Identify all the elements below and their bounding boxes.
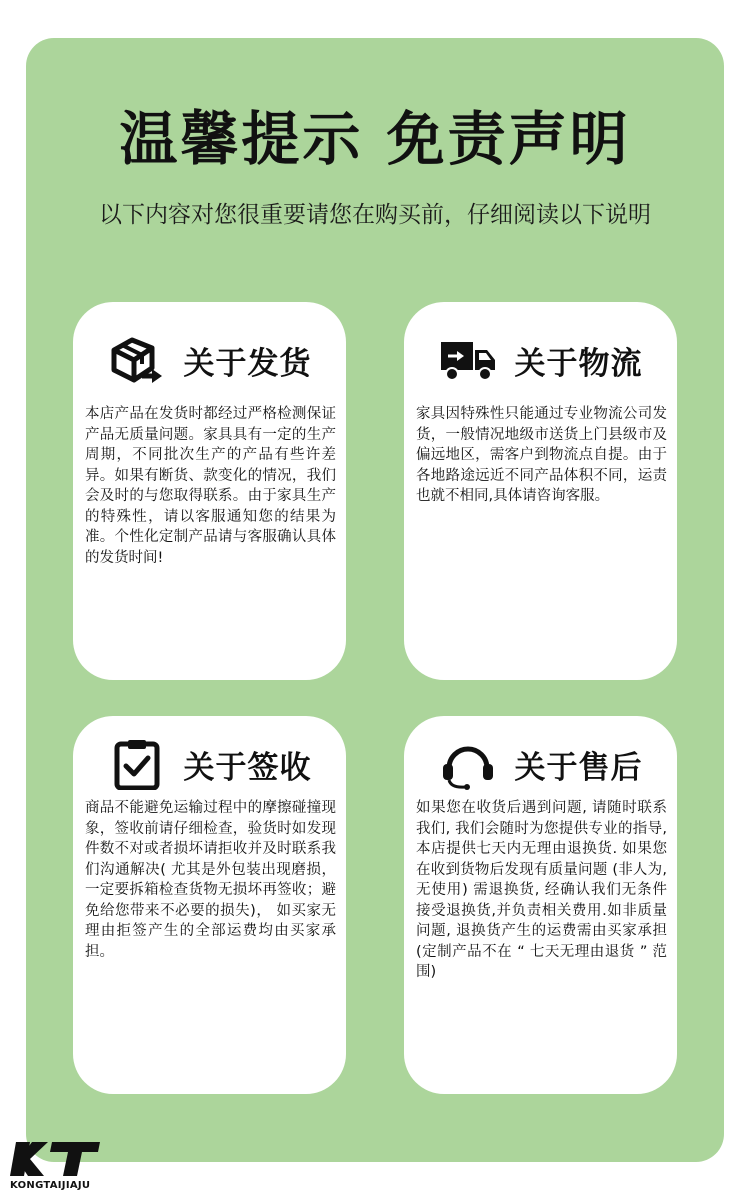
page-subtitle: 以下内容对您很重要请您在购买前，仔细阅读以下说明 <box>99 202 651 228</box>
card-title: 关于发货 <box>183 345 312 382</box>
kt-logo-mark <box>10 1138 100 1180</box>
brand-name: KONGTAIJIAJU <box>10 1180 91 1191</box>
delivery-truck-icon <box>439 334 497 386</box>
card-aftersale <box>404 716 677 1094</box>
headset-icon <box>439 738 497 790</box>
card-header <box>73 332 346 388</box>
page-title: 温馨提示 免责声明 <box>119 105 631 173</box>
card-title: 关于物流 <box>514 345 643 382</box>
card-body-text: 商品不能避免运输过程中的摩擦碰撞现象，签收前请仔细检查，验货时如发现件数不对或者损坏请拒收并及时联系我们沟通解决( 尤其是外包装出现磨损，一定要拆箱检查货物无损坏再签收；避免给您带来不必要的损失)， 如买家无理由拒签产生的全部运费均由买家承担。 <box>85 800 336 960</box>
brand-logo <box>10 1138 106 1198</box>
card-shipping <box>73 302 346 680</box>
card-receipt <box>73 716 346 1094</box>
card-body-text: 本店产品在发货时都经过严格检测保证产品无质量问题。家具具有一定的生产周期，不同批次生产的产品有些许差异。如果有断货、款变化的情况，我们会及时的与您取得联系。由于家具生产的特殊性，请以客服通知您的结果为准。个性化定制产品请与客服确认具体的发货时间! <box>85 406 336 566</box>
card-title: 关于签收 <box>183 749 312 786</box>
card-body-text: 家具因特殊性只能通过专业物流公司发货，一般情况地级市送货上门县级市及偏远地区，需客户到物流点自提。由于各地路途远近不同产品体积不同，运责也就不相同,具体请咨询客服。 <box>416 406 667 504</box>
card-header <box>73 736 346 792</box>
box-shipping-icon <box>108 334 166 386</box>
card-body-text: 如果您在收货后遇到问题, 请随时联系我们, 我们会随时为您提供专业的指导, 本店提供七天内无理由退换货. 如果您在收到货物后发现有质量问题 (非人为,无使用) 需退换货, 经确认我们无条件接受退换货,并负责相关费用.如非质量问题, 退换货产生的运费需由买家承担(定制产品不在 “ 七天无理由退货 ” 范围) <box>416 800 667 980</box>
card-logistics <box>404 302 677 680</box>
card-title: 关于售后 <box>514 749 643 786</box>
card-header <box>404 736 677 792</box>
card-header <box>404 332 677 388</box>
clipboard-check-icon <box>108 738 166 790</box>
